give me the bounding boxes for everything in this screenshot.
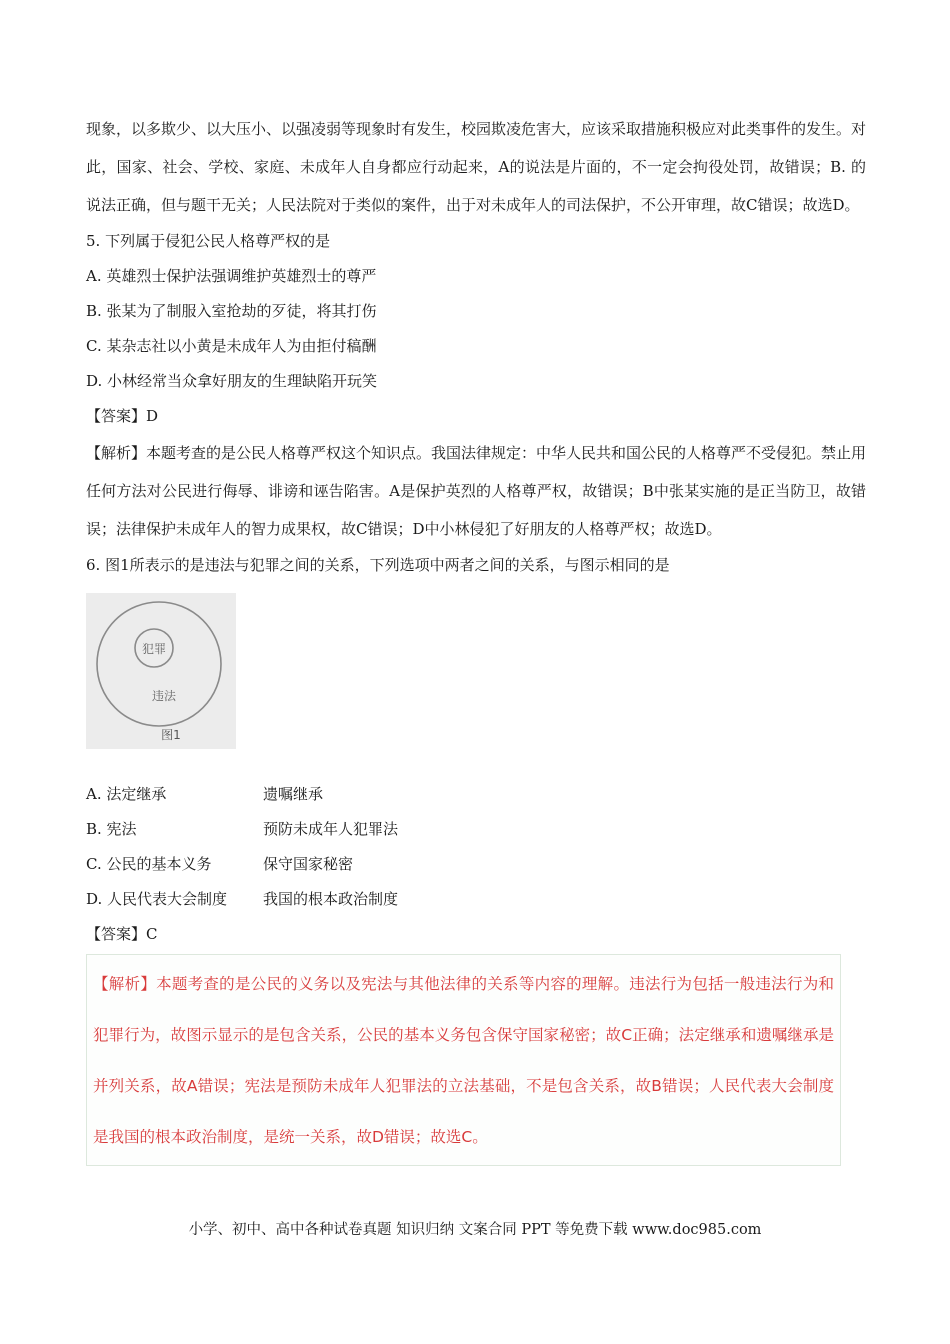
option-a-right: 遗嘱继承 (263, 785, 324, 803)
question-6-option-d (86, 882, 866, 917)
option-a-left: A. 法定继承 (86, 785, 167, 803)
document-page (86, 110, 866, 1166)
page-footer: 小学、初中、高中各种试卷真题 知识归纳 文案合同 PPT 等免费下载 www.doc985.com (188, 1222, 762, 1238)
question-5-option-a: A. 英雄烈士保护法强调维护英雄烈士的尊严 (86, 267, 377, 285)
option-d-left: D. 人民代表大会制度 (86, 890, 228, 908)
question-6-analysis: 【解析】本题考查的是公民的义务以及宪法与其他法律的关系等内容的理解。违法行为包括一般违法行为和犯罪行为，故图示显示的是包含关系，公民的基本义务包含保守国家秘密；故C正确；法定继承和遗嘱继承是并列关系，故A错误；宪法是预防未成年人犯罪法的立法基础，不是包含关系，故B错误；人民代表大会制度是我国的根本政治制度，是统一关系，故D错误；故选C。 (93, 975, 834, 1146)
option-b-right: 预防未成年人犯罪法 (263, 820, 399, 838)
question-5-option-d: D. 小林经常当众拿好朋友的生理缺陷开玩笑 (86, 372, 378, 390)
option-c-left: C. 公民的基本义务 (86, 855, 212, 873)
previous-analysis-continuation: 现象，以多欺少、以大压小、以强凌弱等现象时有发生，校园欺凌危害大，应该采取措施积极应对此类事件的发生。对此，国家、社会、学校、家庭、未成年人自身都应行动起来，A的说法是片面的，不一定会拘役处罚，故错误；B. 的说法正确，但与题干无关；人民法院对于类似的案件，出于对未成年人的司法保护，不公开审理，故C错误；故选D。 (86, 120, 867, 214)
question-5 (86, 224, 866, 548)
question-6-analysis-box (86, 954, 841, 1166)
question-5-analysis: 【解析】本题考查的是公民人格尊严权这个知识点。我国法律规定：中华人民共和国公民的人格尊严不受侵犯。禁止用任何方法对公民进行侮辱、诽谤和诬告陷害。A是保护英烈的人格尊严权，故错误；B中张某实施的是正当防卫，故错误；法律保护未成年人的智力成果权，故C错误；D中小林侵犯了好朋友的人格尊严权；故选D。 (86, 444, 867, 538)
venn-diagram-svg (86, 593, 236, 749)
figure-1-venn-diagram (86, 593, 236, 749)
question-6-stem: 6. 图1所表示的是违法与犯罪之间的关系，下列选项中两者之间的关系，与图示相同的是 (86, 556, 670, 574)
question-5-option-c: C. 某杂志社以小黄是未成年人为由拒付稿酬 (86, 337, 377, 355)
question-6-option-a (86, 777, 866, 812)
question-5-stem: 5. 下列属于侵犯公民人格尊严权的是 (86, 232, 331, 250)
inner-circle-label: 犯罪 (141, 642, 167, 656)
option-b-left: B. 宪法 (86, 820, 137, 838)
question-6-option-b (86, 812, 866, 847)
outer-circle-label: 违法 (151, 689, 177, 703)
option-c-right: 保守国家秘密 (263, 855, 354, 873)
outer-circle-illegal (97, 602, 221, 726)
question-6-answer: 【答案】C (86, 925, 158, 943)
question-5-option-b: B. 张某为了制服入室抢劫的歹徒，将其打伤 (86, 302, 377, 320)
figure-caption: 图1 (161, 728, 181, 742)
option-d-right: 我国的根本政治制度 (263, 890, 399, 908)
question-5-answer: 【答案】D (86, 407, 159, 425)
question-6 (86, 548, 866, 1166)
question-6-option-c (86, 847, 866, 882)
